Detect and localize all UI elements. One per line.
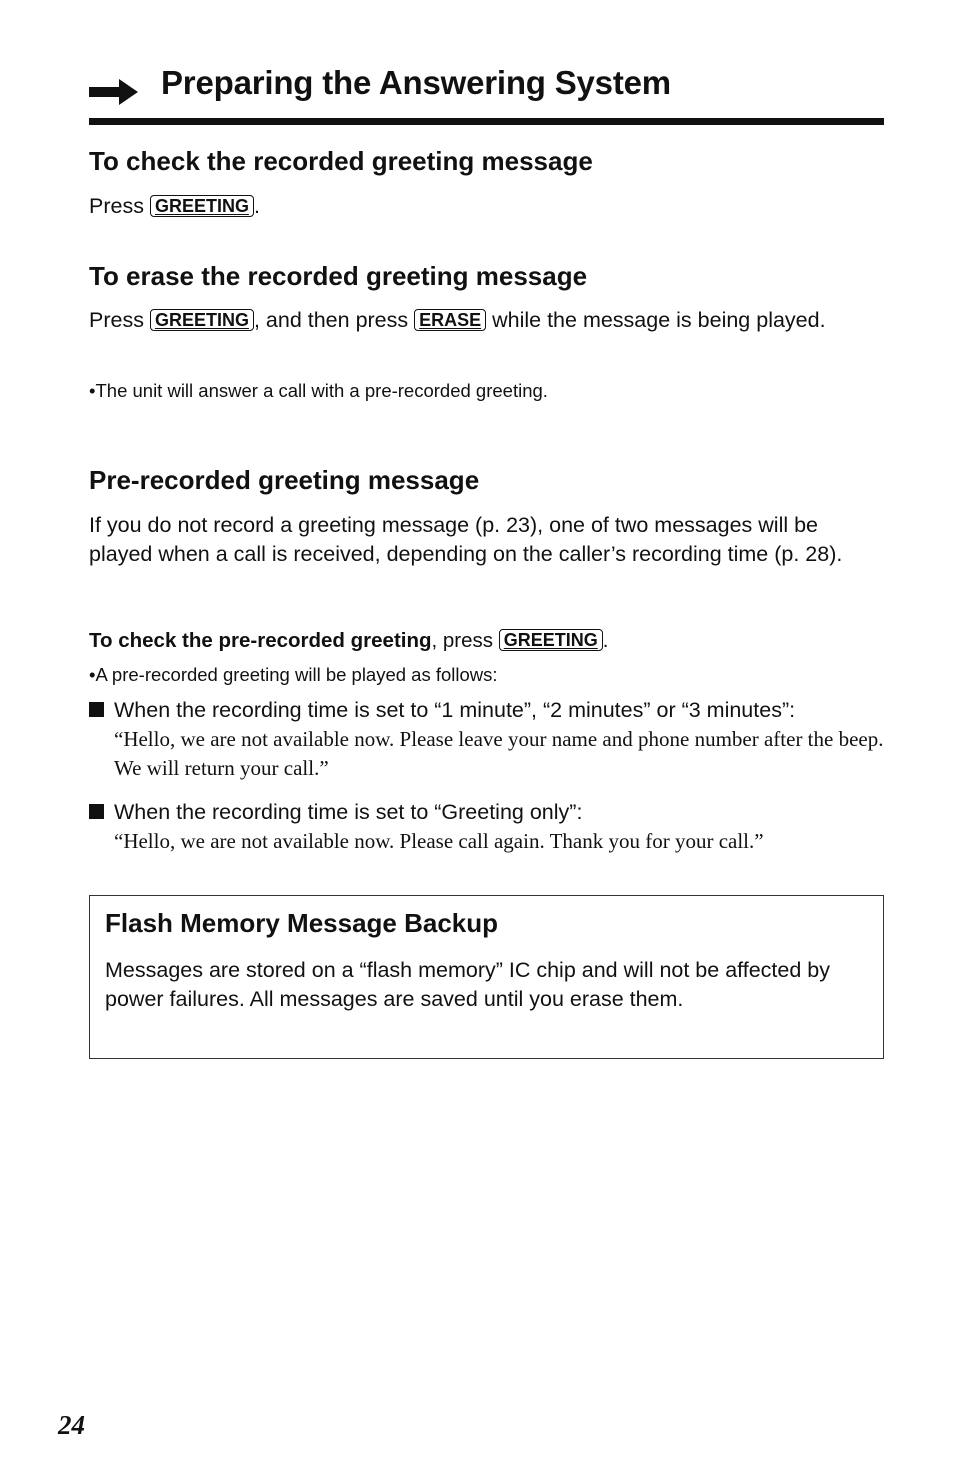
flash-memory-body: Messages are stored on a “flash memory” IC chip and will not be affected by power failures. All messages are saved until you erase them. [105,958,830,1011]
square-bullet-icon [89,804,104,819]
erase-key: ERASE [414,309,486,331]
greeting-key: GREETING [150,195,254,217]
case-1-quote: “Hello, we are not available now. Please leave your name and phone number after the beep. We will return your call.” [114,727,884,780]
prerecorded-body: If you do not record a greeting message (p. 23), one of two messages will be played when a call is received, depending on the caller’s recording time (p. 28). [89,513,843,566]
flash-memory-heading: Flash Memory Message Backup [105,908,499,938]
check-prerecorded-instruction: To check the pre-recorded greeting, press GREETING . [89,629,609,652]
greeting-key: GREETING [499,629,603,651]
erase-greeting-heading: To erase the recorded greeting message [89,261,588,291]
square-bullet-icon [89,702,104,717]
case-2-condition: When the recording time is set to “Greeting only”: [89,798,884,827]
page-title: Preparing the Answering System [161,64,671,101]
greeting-key: GREETING [150,309,254,331]
check-greeting-heading: To check the recorded greeting message [89,146,593,176]
page-number: 24 [58,1410,85,1440]
case-1-condition: When the recording time is set to “1 minute”, “2 minutes” or “3 minutes”: [89,696,884,725]
erase-greeting-instruction: Press GREETING , and then press ERASE while the message is being played. [89,308,826,332]
page-header [89,62,884,126]
check-greeting-instruction: Press GREETING . [89,194,260,218]
arrow-right-icon [89,78,139,106]
erase-note: •The unit will answer a call with a pre-recorded greeting. [89,380,548,401]
header-rule [89,118,884,125]
prerecorded-heading: Pre-recorded greeting message [89,465,480,495]
flash-memory-box [89,895,884,1059]
case-2-quote: “Hello, we are not available now. Please call again. Thank you for your call.” [114,829,764,853]
prerecorded-note: •A pre-recorded greeting will be played as follows: [89,664,498,685]
